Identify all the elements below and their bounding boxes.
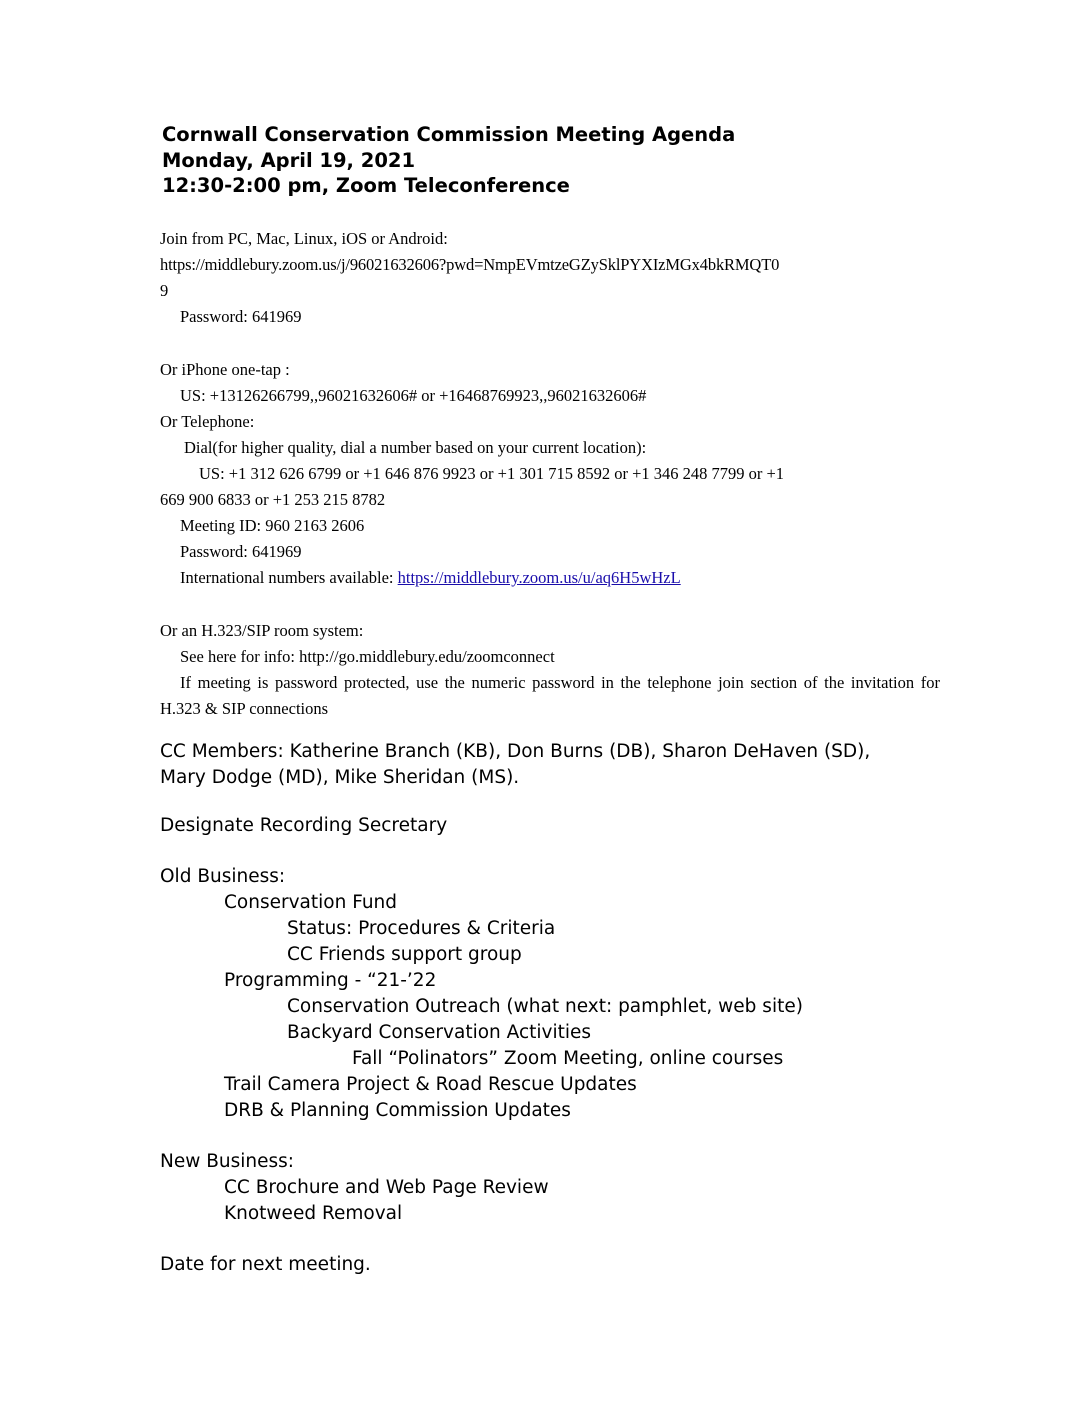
spacer xyxy=(160,791,960,813)
meeting-id: Meeting ID: 960 2163 2606 xyxy=(180,516,365,535)
recording-secretary-item: Designate Recording Secretary xyxy=(160,815,448,836)
spacer xyxy=(160,1124,960,1149)
sip-password-note: If meeting is password protected, use the numeric password in the telephone join section of the invitation for H.323 & SIP connections xyxy=(160,673,940,718)
meeting-date: Monday, April 19, 2021 xyxy=(162,148,416,172)
next-meeting-item: Date for next meeting. xyxy=(160,1254,371,1275)
cc-friends-item: CC Friends support group xyxy=(287,944,522,965)
international-numbers-link[interactable]: https://middlebury.zoom.us/u/aq6H5wHzL xyxy=(397,568,681,587)
agenda-items xyxy=(160,739,960,1278)
drb-planning-item: DRB & Planning Commission Updates xyxy=(224,1100,571,1121)
agenda-header xyxy=(162,122,735,199)
international-label: International numbers available: xyxy=(180,568,398,587)
telephone-intro: Or Telephone: xyxy=(160,412,255,431)
sip-intro: Or an H.323/SIP room system: xyxy=(160,621,364,640)
trail-camera-item: Trail Camera Project & Road Rescue Updates xyxy=(224,1074,637,1095)
spacer xyxy=(160,839,960,864)
knotweed-removal-item: Knotweed Removal xyxy=(224,1203,403,1224)
sip-info: See here for info: http://go.middlebury.edu/zoomconnect xyxy=(180,647,555,666)
zoom-join-instructions xyxy=(160,226,940,722)
us-dial-numbers-continued: 669 900 6833 or +1 253 215 8782 xyxy=(160,490,386,509)
meeting-time-location: 12:30-2:00 pm, Zoom Teleconference xyxy=(162,174,570,197)
international-numbers xyxy=(160,565,940,591)
cc-brochure-item: CC Brochure and Web Page Review xyxy=(224,1177,549,1198)
join-intro: Join from PC, Mac, Linux, iOS or Android: xyxy=(160,229,448,248)
cc-members: CC Members: Katherine Branch (KB), Don Burns (DB), Sharon DeHaven (SD), xyxy=(160,741,871,762)
iphone-numbers: US: +13126266799,,96021632606# or +16468769923,,96021632606# xyxy=(180,386,647,405)
us-dial-numbers: US: +1 312 626 6799 or +1 646 876 9923 or +1 301 715 8592 or +1 346 248 7799 or +1 xyxy=(199,464,785,483)
programming-item: Programming - “21-’22 xyxy=(224,970,437,991)
spacer xyxy=(160,591,940,618)
join-url-continued: 9 xyxy=(160,281,169,300)
join-url: https://middlebury.zoom.us/j/96021632606?pwd=NmpEVmtzeGZySklPYXIzMGx4bkRMQT0 xyxy=(160,255,780,274)
meeting-title: Cornwall Conservation Commission Meeting Agenda xyxy=(162,123,736,146)
spacer xyxy=(160,1227,960,1252)
conservation-outreach-item: Conservation Outreach (what next: pamphlet, web site) xyxy=(287,996,803,1017)
new-business-heading: New Business: xyxy=(160,1151,295,1172)
iphone-intro: Or iPhone one-tap : xyxy=(160,360,290,379)
telephone-password: Password: 641969 xyxy=(180,542,302,561)
spacer xyxy=(160,330,940,357)
conservation-fund-item: Conservation Fund xyxy=(224,892,398,913)
status-procedures-item: Status: Procedures & Criteria xyxy=(287,918,556,939)
fall-polinators-item: Fall “Polinators” Zoom Meeting, online courses xyxy=(352,1048,784,1069)
backyard-conservation-item: Backyard Conservation Activities xyxy=(287,1022,592,1043)
dial-note: Dial(for higher quality, dial a number based on your current location): xyxy=(184,438,647,457)
cc-members-continued: Mary Dodge (MD), Mike Sheridan (MS). xyxy=(160,767,520,788)
zoom-password: Password: 641969 xyxy=(180,307,302,326)
old-business-heading: Old Business: xyxy=(160,866,286,887)
